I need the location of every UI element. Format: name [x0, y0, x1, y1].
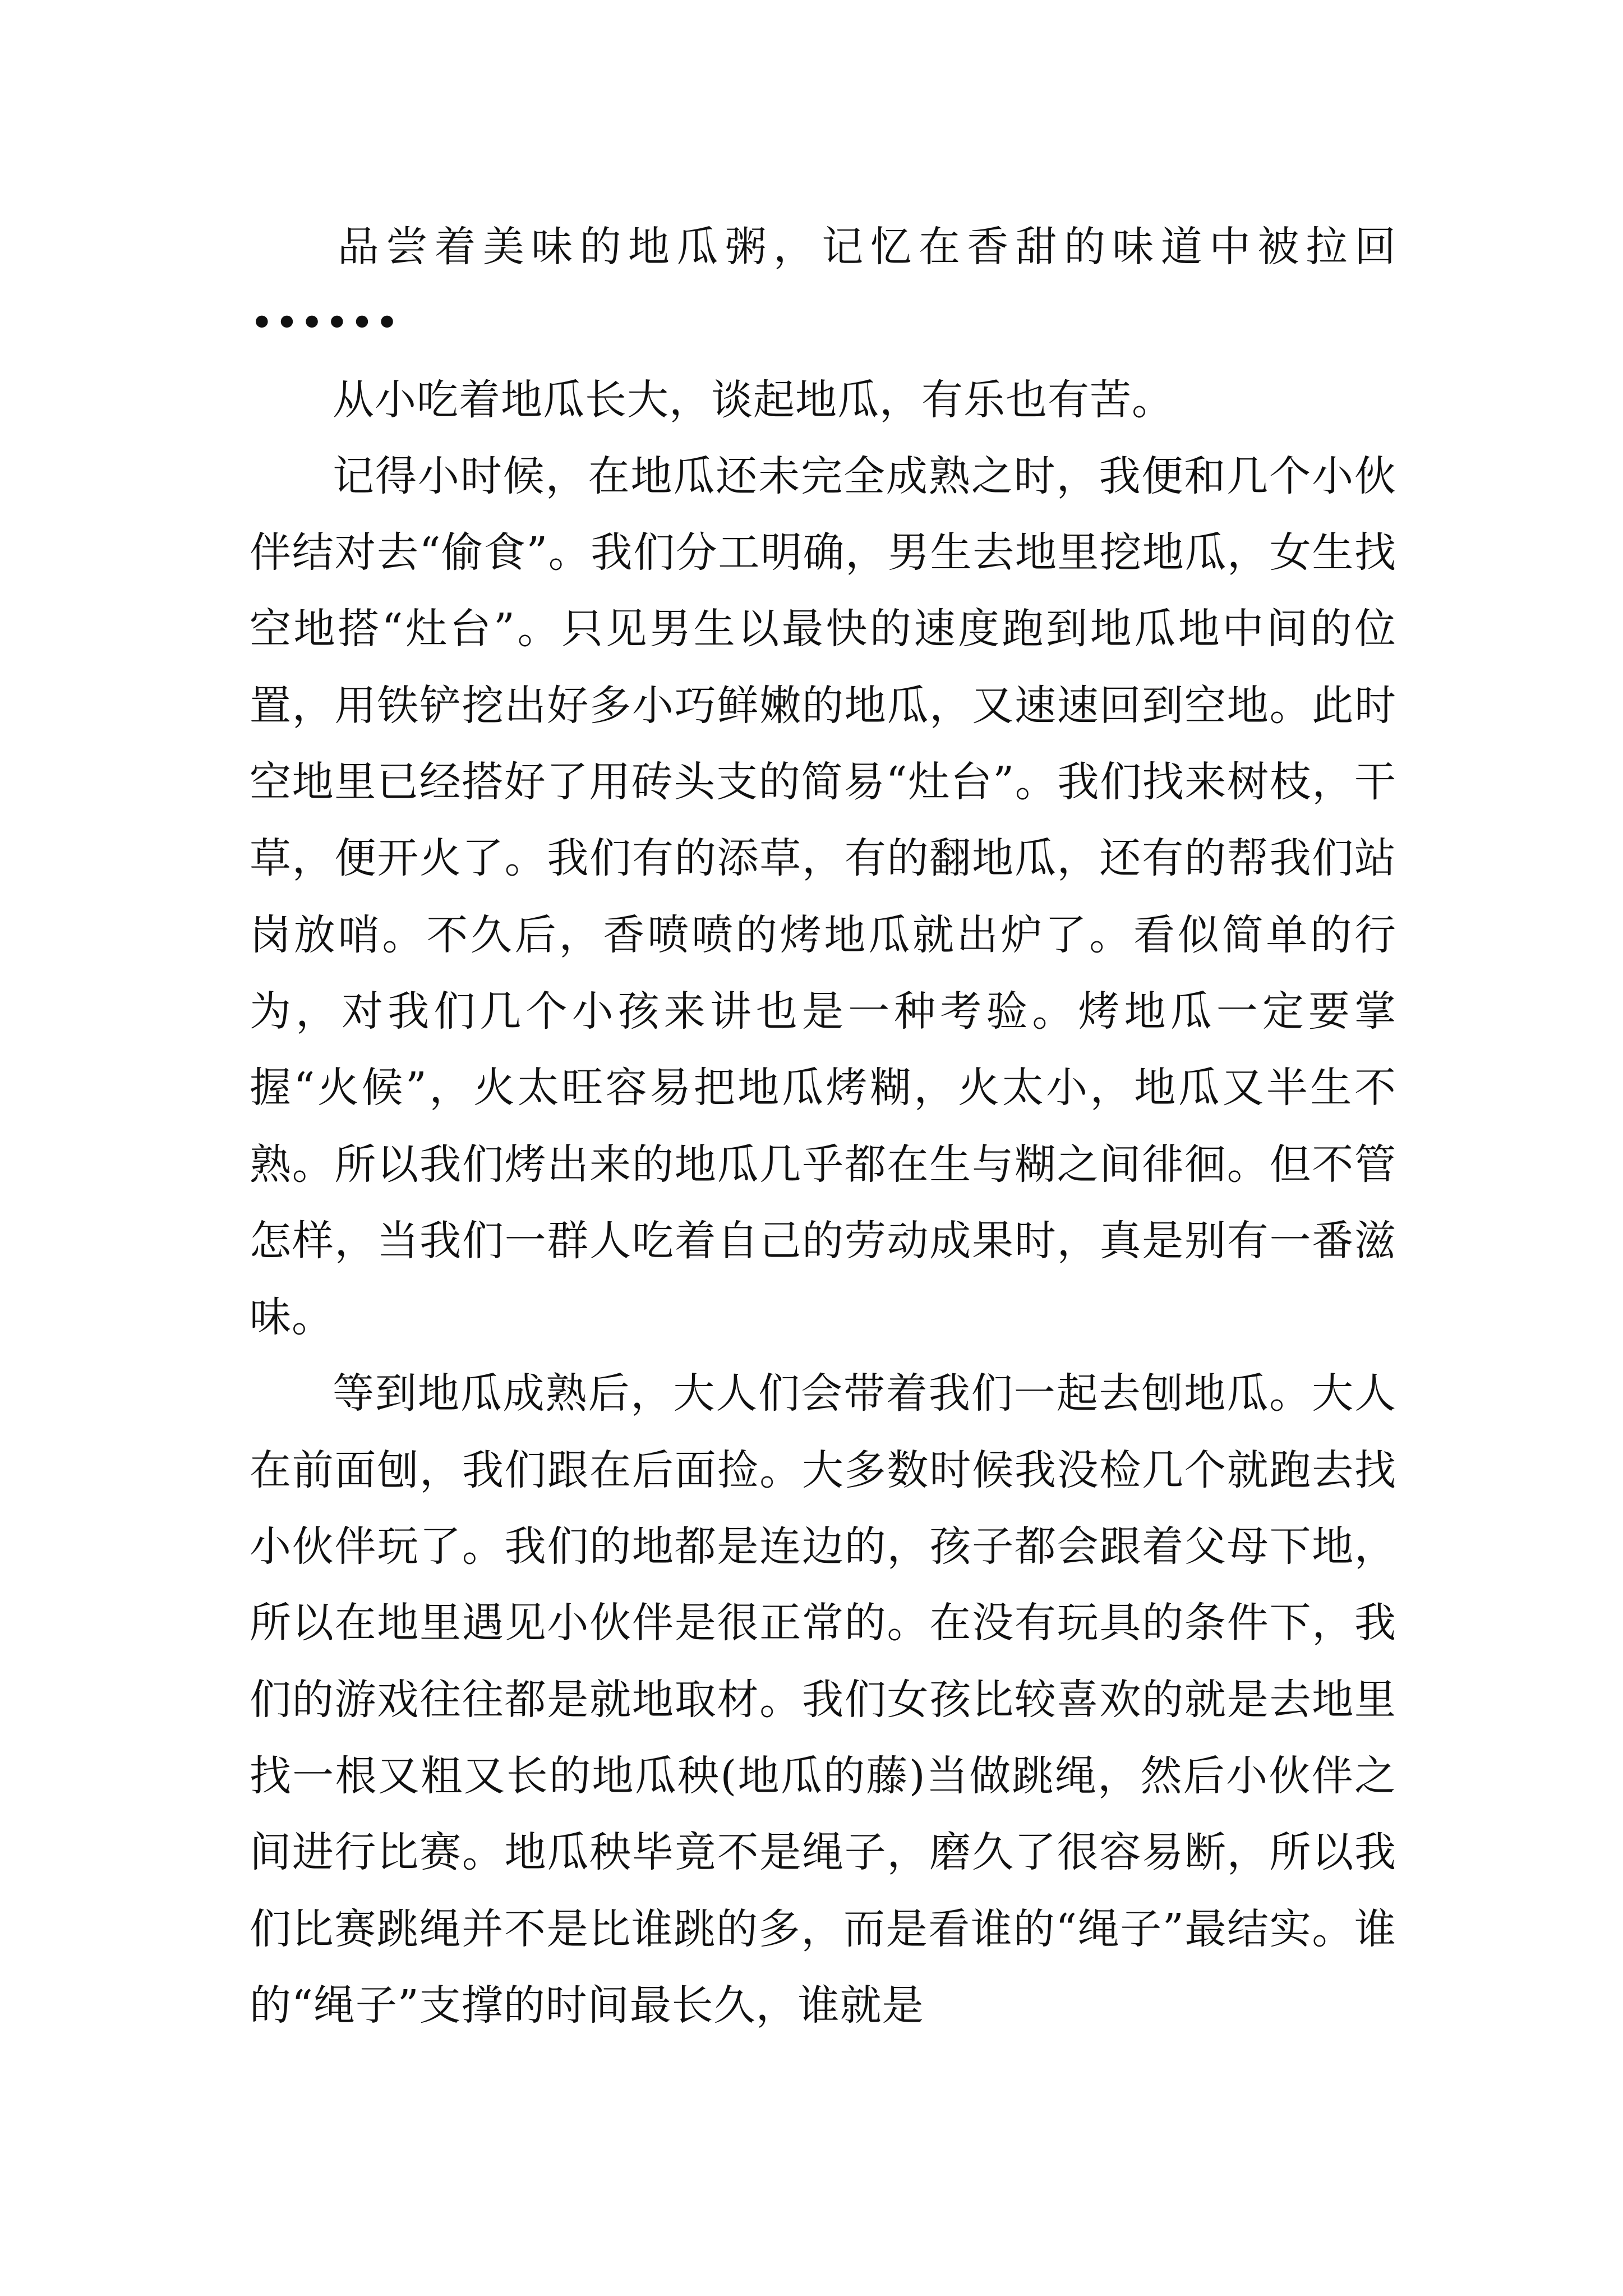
document-body — [250, 209, 1396, 2044]
paragraph-harvest-games: 等到地瓜成熟后，大人们会带着我们一起去刨地瓜。大人在前面刨，我们跟在后面捡。大多数时候我没检几个就跑去找小伙伴玩了。我们的地都是连边的，孩子都会跟着父母下地，所以在地里遇见小伙伴是很正常的。在没有玩具的条件下，我们的游戏往往都是就地取材。我们女孩比较喜欢的就是去地里找一根又粗又长的地瓜秧(地瓜的藤)当做跳绳，然后小伙伴之间进行比赛。地瓜秧毕竟不是绳子，磨久了很容易断，所以我们比赛跳绳并不是比谁跳的多，而是看谁的“绳子”最结实。谁的“绳子”支撑的时间最长久，谁就是 — [250, 1369, 1396, 2030]
paragraph-opening: 品尝着美味的地瓜粥，记忆在香甜的味道中被拉回•••••• — [250, 223, 1396, 348]
paragraph-growing-up: 从小吃着地瓜长大，谈起地瓜，有乐也有苦。 — [333, 375, 1174, 424]
paragraph-roasting-sweet-potatoes: 记得小时候，在地瓜还未完全成熟之时，我便和几个小伙伴结对去“偷食”。我们分工明确，男生去地里挖地瓜，女生找空地搭“灶台”。只见男生以最快的速度跑到地瓜地中间的位置，用铁铲挖出好多小巧鲜嫩的地瓜，又速速回到空地。此时空地里已经搭好了用砖头支的简易“灶台”。我们找来树枝，干草，便开火了。我们有的添草，有的翻地瓜，还有的帮我们站岗放哨。不久后，香喷喷的烤地瓜就出炉了。看似简单的行为，对我们几个小孩来讲也是一种考验。烤地瓜一定要掌握“火候”，火太旺容易把地瓜烤糊，火太小，地瓜又半生不熟。所以我们烤出来的地瓜几乎都在生与糊之间徘徊。但不管怎样，当我们一群人吃着自己的劳动成果时，真是别有一番滋味。 — [250, 452, 1396, 1342]
